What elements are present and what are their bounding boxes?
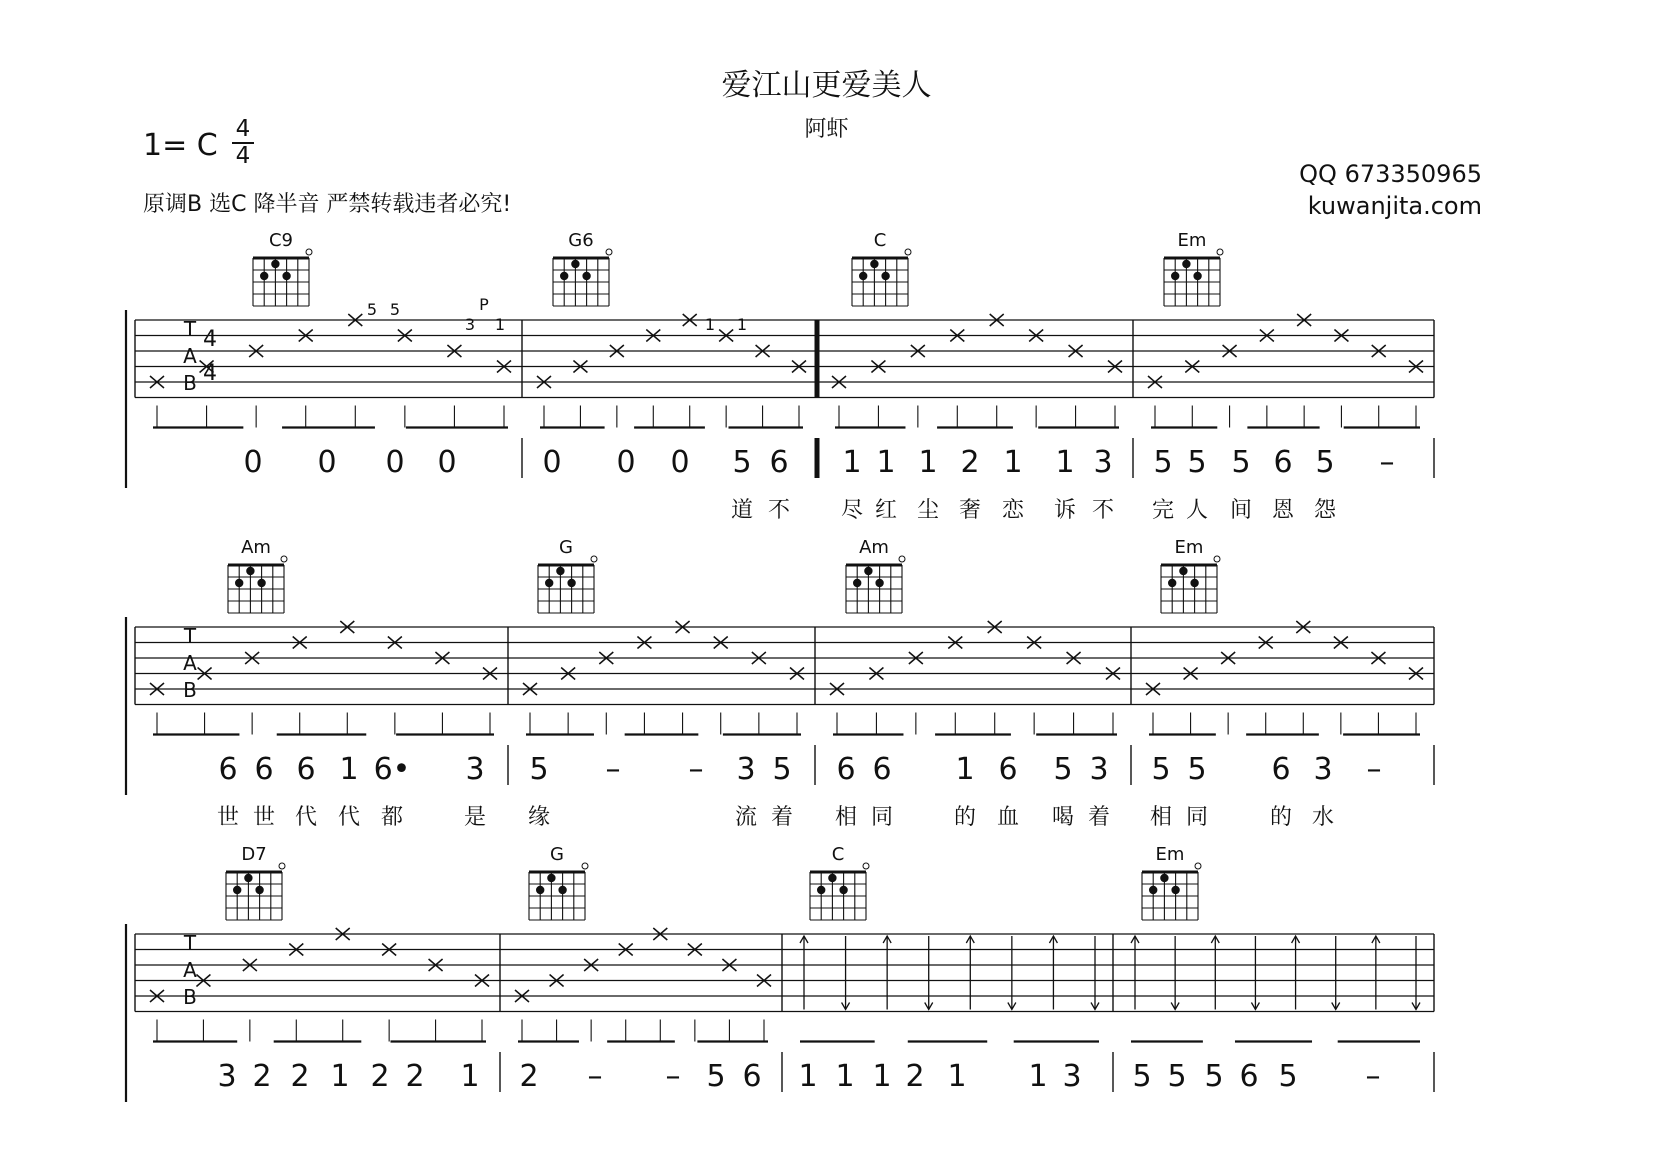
chord-diagram (538, 537, 597, 613)
finger-dot (1168, 579, 1176, 587)
jianpu-note: 1 (460, 1059, 480, 1094)
time-signature-bottom: 4 (235, 143, 251, 169)
finger-dot (1171, 886, 1179, 894)
jianpu-note: 0 (317, 445, 337, 480)
lyric-char: 尘 (916, 498, 940, 523)
jianpu-note: 5 (1204, 1059, 1224, 1094)
tab-clef-letter: A (183, 651, 197, 675)
lyric-char: 红 (874, 498, 898, 523)
jianpu-note: 5 (1187, 445, 1207, 480)
chord-name: C (873, 230, 887, 251)
lyric-char: 尽 (840, 498, 864, 523)
finger-dot (271, 260, 279, 268)
jianpu-note: 6 (872, 752, 892, 787)
jianpu-note: 1 (835, 1059, 855, 1094)
lyric-char: 着 (770, 805, 794, 830)
finger-dot (1179, 567, 1187, 575)
jianpu-note: 5 (1167, 1059, 1187, 1094)
tab-clef-letter: T (183, 624, 197, 648)
finger-dot (864, 567, 872, 575)
finger-dot (244, 874, 252, 882)
jianpu-note: 0 (385, 445, 405, 480)
jianpu-note: 5 (772, 752, 792, 787)
open-string-mark (582, 863, 588, 869)
finger-dot (828, 874, 836, 882)
tab-clef-letter: T (183, 931, 197, 955)
chord-name: G (559, 537, 573, 558)
jianpu-note: 1 (876, 445, 896, 480)
finger-dot (870, 260, 878, 268)
chord-diagram (253, 230, 312, 306)
open-string-mark (606, 249, 612, 255)
strum-arrow (966, 936, 974, 1010)
strum-arrow (883, 936, 891, 1010)
tab-fret-number: 1 (704, 315, 716, 334)
jianpu-note: 3 (736, 752, 756, 787)
finger-dot (875, 579, 883, 587)
key-signature: 1= C (143, 128, 218, 163)
chord-diagram (1161, 537, 1220, 613)
finger-dot (881, 272, 889, 280)
artist-name: 阿虾 (804, 117, 849, 142)
lyric-char: 诉 (1053, 498, 1077, 523)
website: kuwanjita.com (1307, 192, 1482, 220)
lyric-char: 世 (216, 805, 240, 830)
chord-diagram (1164, 230, 1223, 306)
jianpu-note: 0 (542, 445, 562, 480)
jianpu-note: 6 (296, 752, 316, 787)
chord-name: G (550, 844, 564, 865)
lyric-char: 道 (730, 498, 754, 523)
qq-contact: QQ 673350965 (1299, 160, 1482, 188)
jianpu-note: 3 (465, 752, 485, 787)
song-title: 爱江山更爱美人 (721, 68, 932, 103)
jianpu-note: 6• (373, 752, 411, 787)
finger-dot (246, 567, 254, 575)
lyric-char: 恩 (1271, 498, 1295, 523)
finger-dot (556, 567, 564, 575)
finger-dot (547, 874, 555, 882)
open-string-mark (1214, 556, 1220, 562)
jianpu-note: – (688, 752, 704, 787)
open-string-mark (1195, 863, 1201, 869)
lyric-char: 奢 (958, 498, 982, 523)
jianpu-note: 6 (1239, 1059, 1259, 1094)
strum-arrow (1372, 936, 1380, 1010)
finger-dot (235, 579, 243, 587)
strum-arrow (1131, 936, 1139, 1010)
finger-dot (257, 579, 265, 587)
finger-dot (1190, 579, 1198, 587)
staff-system (126, 230, 1434, 523)
lyric-char: 血 (996, 805, 1020, 830)
jianpu-note: – (1379, 445, 1395, 480)
tab-fret-number: 1 (494, 315, 506, 334)
jianpu-note: 1 (330, 1059, 350, 1094)
lyric-char: 的 (953, 805, 977, 830)
chord-diagram (852, 230, 911, 306)
finger-dot (817, 886, 825, 894)
open-string-mark (281, 556, 287, 562)
finger-dot (536, 886, 544, 894)
open-string-mark (899, 556, 905, 562)
jianpu-note: 3 (1093, 445, 1113, 480)
tab-time-sig-top: 4 (203, 327, 217, 352)
tab-clef-letter: T (183, 317, 197, 341)
lyric-char: 的 (1269, 805, 1293, 830)
jianpu-note: 6 (742, 1059, 762, 1094)
lyric-char: 人 (1185, 498, 1209, 523)
jianpu-note: 6 (998, 752, 1018, 787)
jianpu-note: 6 (218, 752, 238, 787)
jianpu-note: 6 (254, 752, 274, 787)
lyric-char: 都 (380, 805, 404, 830)
jianpu-note: – (587, 1059, 603, 1094)
tab-clef-letter: B (183, 985, 197, 1009)
chord-name: Em (1174, 537, 1204, 558)
lyric-char: 完 (1151, 498, 1175, 523)
chord-diagram (810, 844, 869, 920)
chord-name: Am (859, 537, 889, 558)
jianpu-note: 5 (1187, 752, 1207, 787)
tab-clef-letter: B (183, 371, 197, 395)
strum-arrow (1251, 936, 1259, 1010)
chord-name: C9 (268, 230, 294, 251)
jianpu-note: 3 (217, 1059, 237, 1094)
finger-dot (582, 272, 590, 280)
finger-dot (558, 886, 566, 894)
lyric-char: 代 (294, 805, 318, 830)
lyric-char: 怨 (1313, 498, 1337, 523)
finger-dot (1171, 272, 1179, 280)
tab-fret-number: 5 (366, 300, 378, 319)
jianpu-note: 1 (842, 445, 862, 480)
chord-diagram (1142, 844, 1201, 920)
staff-system (126, 537, 1434, 830)
lyric-char: 同 (1185, 805, 1209, 830)
lyric-char: 恋 (1001, 498, 1025, 523)
jianpu-note: 6 (769, 445, 789, 480)
chord-diagram (553, 230, 612, 306)
lyric-char: 同 (870, 805, 894, 830)
tab-fret-number: 1 (736, 315, 748, 334)
jianpu-note: 6 (836, 752, 856, 787)
open-string-mark (905, 249, 911, 255)
jianpu-note: 1 (1055, 445, 1075, 480)
jianpu-note: 5 (1231, 445, 1251, 480)
strum-arrow (1091, 936, 1099, 1010)
jianpu-note: 0 (670, 445, 690, 480)
lyric-char: 喝 (1051, 805, 1075, 830)
jianpu-note: 2 (290, 1059, 310, 1094)
lyric-char: 间 (1229, 498, 1253, 523)
chord-name: C (831, 844, 845, 865)
tab-clef-letter: A (183, 344, 197, 368)
open-string-mark (279, 863, 285, 869)
jianpu-note: 2 (905, 1059, 925, 1094)
jianpu-note: 1 (947, 1059, 967, 1094)
jianpu-note: 5 (1278, 1059, 1298, 1094)
strum-arrow (1292, 936, 1300, 1010)
lyric-char: 不 (767, 498, 791, 523)
lyric-char: 是 (463, 805, 487, 830)
finger-dot (255, 886, 263, 894)
jianpu-note: 5 (1315, 445, 1335, 480)
finger-dot (260, 272, 268, 280)
jianpu-note: 1 (872, 1059, 892, 1094)
strum-arrow (1412, 936, 1420, 1010)
open-string-mark (863, 863, 869, 869)
jianpu-note: – (605, 752, 621, 787)
finger-dot (545, 579, 553, 587)
chord-name: Am (241, 537, 271, 558)
jianpu-note: 6 (1271, 752, 1291, 787)
finger-dot (571, 260, 579, 268)
lyric-char: 代 (337, 805, 361, 830)
chord-diagram (846, 537, 905, 613)
jianpu-note: – (1366, 752, 1382, 787)
strum-arrow (1171, 936, 1179, 1010)
jianpu-note: – (1365, 1059, 1381, 1094)
jianpu-note: – (665, 1059, 681, 1094)
jianpu-note: 5 (1053, 752, 1073, 787)
open-string-mark (306, 249, 312, 255)
tab-fret-number: 5 (389, 300, 401, 319)
jianpu-note: 0 (437, 445, 457, 480)
chord-diagram (226, 844, 285, 920)
finger-dot (839, 886, 847, 894)
chord-name: G6 (568, 230, 594, 251)
jianpu-note: 2 (960, 445, 980, 480)
lyric-char: 世 (252, 805, 276, 830)
finger-dot (560, 272, 568, 280)
tab-fret-number: 3 (464, 315, 476, 334)
strum-arrow (1211, 936, 1219, 1010)
lyric-char: 着 (1087, 805, 1111, 830)
finger-dot (1149, 886, 1157, 894)
lyric-char: 缘 (527, 805, 551, 830)
chord-name: Em (1177, 230, 1207, 251)
jianpu-note: 6 (1273, 445, 1293, 480)
jianpu-note: 1 (918, 445, 938, 480)
finger-dot (1182, 260, 1190, 268)
strum-arrow (800, 936, 808, 1010)
strum-arrow (925, 936, 933, 1010)
jianpu-note: 2 (252, 1059, 272, 1094)
jianpu-note: 3 (1089, 752, 1109, 787)
finger-dot (859, 272, 867, 280)
chord-diagram (529, 844, 588, 920)
lyric-char: 相 (834, 805, 858, 830)
jianpu-note: 5 (706, 1059, 726, 1094)
jianpu-note: 1 (1028, 1059, 1048, 1094)
jianpu-note: 5 (1151, 752, 1171, 787)
lyric-char: 流 (734, 805, 758, 830)
finger-dot (1160, 874, 1168, 882)
tab-time-sig-bottom: 4 (203, 361, 217, 386)
strum-arrow (1332, 936, 1340, 1010)
jianpu-note: 5 (1132, 1059, 1152, 1094)
time-signature-top: 4 (235, 116, 251, 142)
jianpu-note: 5 (732, 445, 752, 480)
finger-dot (567, 579, 575, 587)
jianpu-note: 3 (1062, 1059, 1082, 1094)
open-string-mark (591, 556, 597, 562)
jianpu-note: 5 (529, 752, 549, 787)
strum-arrow (1008, 936, 1016, 1010)
finger-dot (1193, 272, 1201, 280)
jianpu-note: 2 (370, 1059, 390, 1094)
tab-clef-letter: A (183, 958, 197, 982)
jianpu-note: 1 (339, 752, 359, 787)
jianpu-note: 1 (1003, 445, 1023, 480)
lyric-char: 相 (1149, 805, 1173, 830)
open-string-mark (1217, 249, 1223, 255)
finger-dot (853, 579, 861, 587)
chord-diagram (228, 537, 287, 613)
jianpu-note: 5 (1153, 445, 1173, 480)
finger-dot (282, 272, 290, 280)
jianpu-note: 0 (616, 445, 636, 480)
jianpu-note: 2 (519, 1059, 539, 1094)
jianpu-note: 1 (798, 1059, 818, 1094)
jianpu-note: 3 (1313, 752, 1333, 787)
finger-dot (233, 886, 241, 894)
arrangement-note: 原调B 选C 降半音 严禁转载违者必究! (143, 192, 512, 217)
lyric-char: 不 (1091, 498, 1115, 523)
strum-arrow (1049, 936, 1057, 1010)
lyric-char: 水 (1311, 805, 1335, 830)
pull-off-mark: P (479, 295, 489, 314)
tab-clef-letter: B (183, 678, 197, 702)
strum-arrow (842, 936, 850, 1010)
staff-system (126, 844, 1434, 1102)
jianpu-note: 0 (243, 445, 263, 480)
chord-name: Em (1155, 844, 1185, 865)
chord-name: D7 (241, 844, 267, 865)
jianpu-note: 1 (955, 752, 975, 787)
jianpu-note: 2 (405, 1059, 425, 1094)
